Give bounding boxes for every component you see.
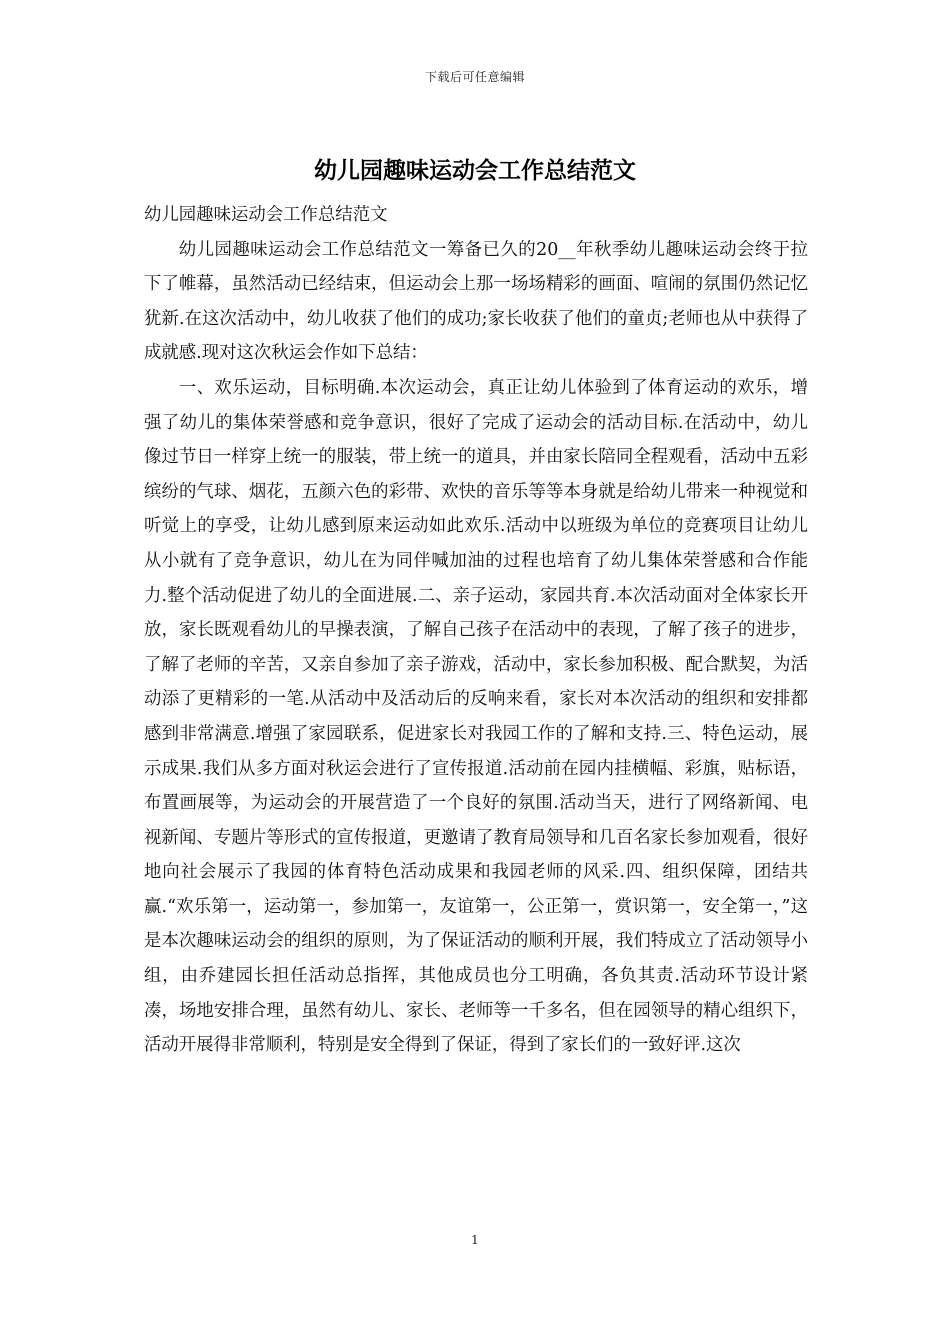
- header-note: 下载后可任意编辑: [424, 70, 525, 84]
- paragraph-main: 一、欢乐运动，目标明确.本次运动会，真正让幼儿体验到了体育运动的欢乐，增强了幼儿的集体荣誉感和竞争意识，很好了完成了运动会的活动目标.在活动中，幼儿像过节日一样穿上统一的服装，带上统一的道具，并由家长陪同全程观看，活动中五彩缤纷的气球、烟花，五颜六色的彩带、欢快的音乐等等本身就是给幼儿带来一种视觉和听觉上的享受，让幼儿感到原来运动如此欢乐.活动中以班级为单位的竞赛项目让幼儿从小就有了竞争意识，幼儿在为同伴喊加油的过程也培育了幼儿集体荣誉感和合作能力.整个活动促进了幼儿的全面进展.二、亲子运动，家园共育.本次活动面对全体家长开放，家长既观看幼儿的早操表演，了解自己孩子在活动中的表现，了解了孩子的进步，了解了老师的辛苦，又亲自参加了亲子游戏，活动中，家长参加积极、配合默契，为活动添了更精彩的一笔.从活动中及活动后的反响来看，家长对本次活动的组织和安排都感到非常满意.增强了家园联系，促进家长对我园工作的了解和支持.三、特色运动，展示成果.我们从多方面对秋运会进行了宣传报道.活动前在园内挂横幅、彩旗，贴标语，布置画展等，为运动会的开展营造了一个良好的氛围.活动当天，进行了网络新闻、电视新闻、专题片等形式的宣传报道，更邀请了教育局领导和几百名家长参加观看，很好地向社会展示了我园的体育特色活动成果和我园老师的风采.四、组织保障，团结共赢.“欢乐第一，运动第一，参加第一，友谊第一，公正第一，赏识第一，安全第一，”这是本次趣味运动会的组织的原则，为了保证活动的顺利开展，我们特成立了活动领导小组，由乔建园长担任活动总指挥，其他成员也分工明确，各负其责.活动环节设计紧凑，场地安排合理，虽然有幼儿、家长、老师等一千多名，但在园领导的精心组织下，活动开展得非常顺利，特别是安全得到了保证，得到了家长们的一致好评.这次: [144, 377, 808, 1056]
- document-title: 幼儿园趣味运动会工作总结范文: [314, 157, 636, 184]
- document-subtitle: 幼儿园趣味运动会工作总结范文: [144, 205, 388, 225]
- page-number: 1: [471, 1233, 479, 1247]
- document-body: [144, 198, 808, 1063]
- paragraph-intro: 幼儿园趣味运动会工作总结范文一筹备已久的20__年秋季幼儿趣味运动会终于拉下了帷幕，虽然活动已经结束，但运动会上那一场场精彩的画面、喧闹的氛围仍然记忆犹新.在这次活动中，幼儿收获了他们的成功;家长收获了他们的童贞;老师也从中获得了成就感.现对这次秋运会作如下总结：: [144, 239, 808, 364]
